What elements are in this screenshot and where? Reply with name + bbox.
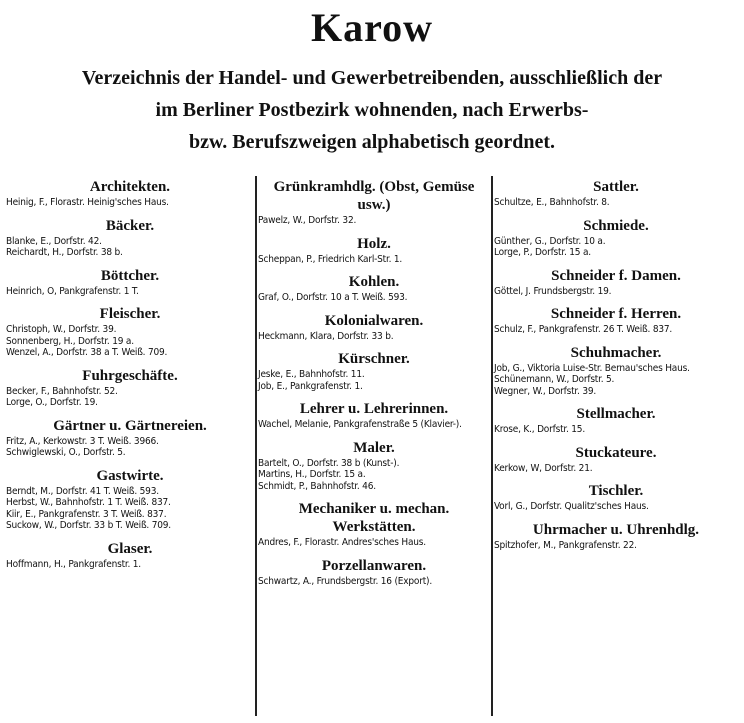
list-item: Job, E., Pankgrafenstr. 1. [258, 380, 363, 392]
section-gaertner [6, 417, 254, 459]
list-item: Schmidt, P., Bahnhofstr. 46. [258, 480, 376, 492]
list-item: Jeske, E., Bahnhofstr. 11. [258, 369, 365, 380]
section-heading: Fleischer. [99, 306, 161, 322]
list-item: Berndt, M., Dorfstr. 41 T. Weiß. 593. [6, 485, 159, 497]
list-item: Vorl, G., Dorfstr. Qualitz'sches Haus. [494, 501, 649, 512]
section-heading: Schneider f. Damen. [551, 267, 681, 284]
section-heading: Stellmacher. [576, 406, 656, 422]
section-heading: Kohlen. [348, 274, 400, 290]
section-fleischer [6, 305, 254, 359]
section-heading: Stuckateure. [575, 444, 657, 461]
list-item: Wenzel, A., Dorfstr. 38 a T. Weiß. 709. [6, 347, 168, 358]
section-architekten [6, 178, 254, 209]
list-item: Schwiglewski, O., Dorfstr. 5. [6, 447, 126, 458]
subtitle-line: bzw. Berufszweigen alphabetisch geordnet. [188, 131, 556, 153]
directory-column-1 [6, 178, 254, 578]
list-item: Hoffmann, H., Pankgrafenstr. 1. [6, 558, 141, 570]
list-item: Lorge, O., Dorfstr. 19. [6, 397, 98, 408]
directory-column-2 [258, 178, 490, 595]
section-heading: Maler. [353, 439, 395, 456]
list-item: Bartelt, O., Dorfstr. 38 b (Kunst-). [258, 457, 400, 469]
section-fuhrgeschaefte [6, 367, 254, 409]
section-heading: Mechaniker u. mechan. Werkstätten. [298, 501, 450, 535]
section-stellmacher [494, 405, 738, 436]
section-schmiede [494, 217, 738, 259]
page-title: Karow [310, 5, 434, 50]
list-item: Heinig, F., Florastr. Heinig'sches Haus. [6, 197, 169, 208]
section-schneider-herren [494, 305, 738, 336]
list-item: Krose, K., Dorfstr. 15. [494, 424, 585, 435]
section-baecker [6, 217, 254, 259]
list-item: Becker, F., Bahnhofstr. 52. [6, 385, 118, 397]
list-item: Schwartz, A., Frundsbergstr. 16 (Export). [258, 575, 432, 587]
section-holz [258, 235, 490, 266]
section-uhrmacher [494, 521, 738, 552]
section-lehrer [258, 400, 490, 431]
list-item: Reichardt, H., Dorfstr. 38 b. [6, 247, 123, 258]
list-item: Sonnenberg, H., Dorfstr. 19 a. [6, 335, 134, 347]
section-heading: Schmiede. [583, 217, 649, 234]
section-gruenkram [258, 178, 490, 227]
list-item: Martins, H., Dorfstr. 15 a. [258, 469, 366, 480]
section-heading: Lehrer u. Lehrerinnen. [299, 401, 449, 417]
subtitle-line: Verzeichnis der Handel- und Gewerbetreibenden, ausschließlich der [81, 67, 663, 89]
section-schneider-damen [494, 267, 738, 298]
section-heading: Architekten. [89, 179, 171, 195]
list-item: Scheppan, P., Friedrich Karl-Str. 1. [258, 253, 403, 265]
list-item: Schulz, F., Pankgrafenstr. 26 T. Weiß. 837. [494, 324, 673, 335]
section-kuerschner [258, 350, 490, 392]
section-heading: Böttcher. [100, 267, 160, 284]
list-item: Heckmann, Klara, Dorfstr. 33 b. [258, 330, 394, 342]
section-heading: Fuhrgeschäfte. [82, 367, 178, 384]
section-heading: Sattler. [593, 179, 639, 195]
list-item: Job, G., Viktoria Luise-Str. Bernau'sches Haus. [494, 362, 690, 374]
list-item: Pawelz, W., Dorfstr. 32. [258, 215, 357, 226]
page-subtitle [6, 62, 738, 158]
list-item: Fritz, A., Kerkowstr. 3 T. Weiß. 3966. [6, 435, 159, 447]
column-divider [255, 176, 257, 716]
list-item: Lorge, P., Dorfstr. 15 a. [494, 247, 591, 258]
list-item: Kiir, E., Pankgrafenstr. 3 T. Weiß. 837. [6, 508, 167, 520]
section-heading: Bäcker. [105, 217, 155, 234]
section-heading: Grünkramhdlg. (Obst, Gemüse usw.) [273, 179, 475, 213]
list-item: Graf, O., Dorfstr. 10 a T. Weiß. 593. [258, 292, 408, 303]
section-kohlen [258, 273, 490, 304]
section-stuckateure [494, 444, 738, 475]
section-maler [258, 439, 490, 493]
section-schuhmacher [494, 344, 738, 398]
subtitle-line: im Berliner Postbezirk wohnenden, nach Erwerbs- [155, 99, 589, 121]
list-item: Suckow, W., Dorfstr. 33 b T. Weiß. 709. [6, 520, 171, 531]
section-porzellanwaren [258, 557, 490, 588]
list-item: Heinrich, O, Pankgrafenstr. 1 T. [6, 285, 139, 297]
section-heading: Uhrmacher u. Uhrenhdlg. [532, 521, 700, 538]
list-item: Spitzhofer, M., Pankgrafenstr. 22. [494, 539, 637, 551]
list-item: Wachel, Melanie, Pankgrafenstraße 5 (Klavier-). [258, 419, 462, 430]
list-item: Kerkow, W, Dorfstr. 21. [494, 462, 593, 474]
section-heading: Kolonialwaren. [324, 312, 424, 329]
directory-column-3 [494, 178, 738, 559]
list-item: Göttel, J. Frundsbergstr. 19. [494, 285, 612, 297]
section-heading: Glaser. [107, 540, 153, 557]
section-heading: Holz. [357, 235, 391, 252]
list-item: Andres, F., Florastr. Andres'sches Haus. [258, 537, 426, 548]
section-heading: Kürschner. [338, 351, 410, 367]
section-heading: Gärtner u. Gärtnereien. [53, 417, 207, 434]
section-heading: Schuhmacher. [570, 344, 662, 361]
list-item: Schünemann, W., Dorfstr. 5. [494, 374, 615, 385]
section-gastwirte [6, 467, 254, 532]
list-item: Herbst, W., Bahnhofstr. 1 T. Weiß. 837. [6, 497, 171, 508]
list-item: Schultze, E., Bahnhofstr. 8. [494, 197, 610, 208]
list-item: Blanke, E., Dorfstr. 42. [6, 235, 102, 247]
list-item: Christoph, W., Dorfstr. 39. [6, 324, 117, 335]
section-kolonialwaren [258, 312, 490, 343]
list-item: Wegner, W., Dorfstr. 39. [494, 385, 597, 397]
column-divider [491, 176, 493, 716]
list-item: Günther, G., Dorfstr. 10 a. [494, 235, 606, 247]
section-heading: Porzellanwaren. [321, 557, 427, 574]
section-sattler [494, 178, 738, 209]
section-tischler [494, 482, 738, 513]
section-heading: Schneider f. Herren. [550, 306, 682, 322]
section-mechaniker [258, 500, 490, 549]
section-heading: Gastwirte. [96, 467, 164, 484]
section-heading: Tischler. [588, 483, 644, 499]
section-glaser [6, 540, 254, 571]
section-boettcher [6, 267, 254, 298]
